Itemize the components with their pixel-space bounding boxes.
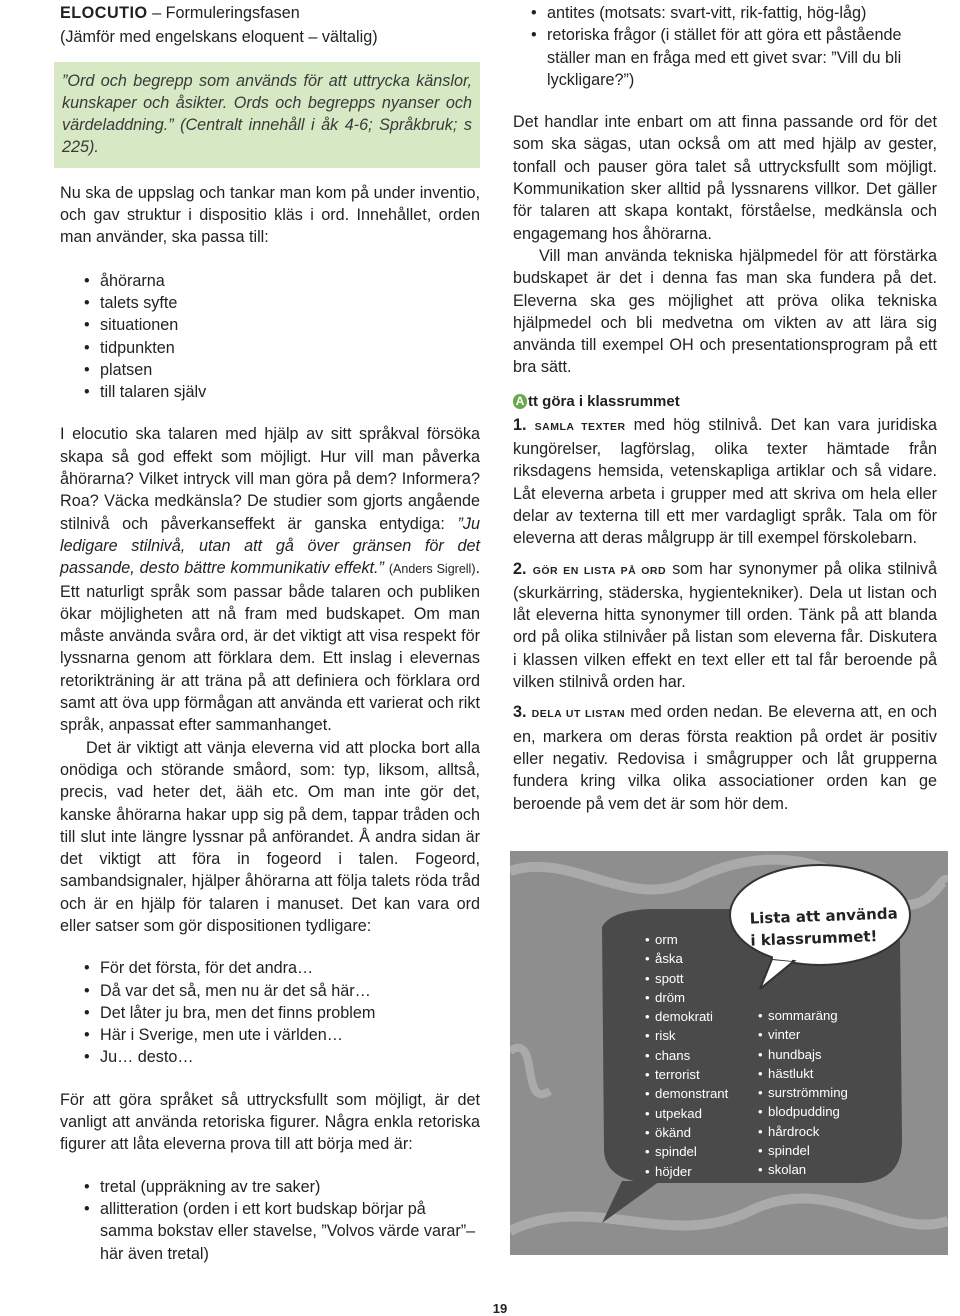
list-item: • Då var det så, men nu är det så här… [82, 980, 480, 1002]
task-item [513, 701, 937, 814]
list-item: • tretal (uppräkning av tre saker) [82, 1176, 480, 1198]
word-item: • skolan [758, 1160, 848, 1179]
list-item: • För det första, för det andra… [82, 957, 480, 979]
para2-text-a: I elocutio ska talaren med hjälp av sitt språkval försöka skapa så god effekt som möjligt. Hur vill man påverka åhörarna? Vilket intryck vill man göra på dem? Informera? Roa? Väcka medkänsla? De studier som gjorts angående stilnivå och påverkanseffekt är ganska entydiga: [60, 425, 480, 533]
list-item: • tidpunkten [82, 337, 480, 359]
task-item [513, 414, 937, 550]
filler-words-paragraph: Det är viktigt att vänja eleverna vid att plocka bort alla onödiga och störande småord, som: typ, liksom, alltså, precis, vad heter det, ääh etc. Om man inte gör det, kanske åhörarna hakar upp sig på dem, tappar tråden och till slut inte längre lyssnar på anförandet. Å andra sidan är det viktigt att föra in fogeord i talen. Fogeord, sambandsignaler, hjälper åhörarna att följa talets röda tråd och är en hjälp för talaren i manuset. Det kan vara ord eller satser som gör dispositionen tydligare: [60, 738, 480, 935]
sigrell-quote: ”Ju ledigare stilnivå, utan att gå över gränsen för det passande, desto bättre kommunikativ effekt.” [60, 514, 480, 578]
task-keyword: GÖR EN LISTA PÅ ORD [532, 564, 667, 577]
curriculum-quote-box [54, 62, 480, 168]
word-item: • spindel [758, 1141, 848, 1160]
list-item: • allitteration (orden i ett kort budskap börjar på samma bokstav eller stavelse, ”Volvos värde varar”– här även tretal) [82, 1198, 480, 1265]
task-list [513, 414, 937, 815]
task-keyword: DELA UT LISTAN [531, 708, 626, 721]
word-item: • dröm [645, 988, 728, 1007]
expression-paragraph: Det handlar inte enbart om att finna passande ord för det som ska sägas, utan också om att med hjälp av gester, tonfall och pauser göra talet så uttrycksfullt som möjligt. Kommunikation sker alltid på lyssnarens villkor. Det gäller för talaren att skapa kontakt, förståelse, medkänsla och engagemang hos åhörarna. [513, 113, 937, 243]
para2-text-b: . Ett naturligt språk som passar både talaren och publiken ökar möjligheten att nå fram med budskapet. Om man måste använda svåra ord, är det viktigt att visa respekt för lyssnarna genom att förklara dem. Ett inslag i elevernas retorikträning är att träna på att definiera och förklara ord samt att öva upp förmågan att använda ett varierat och rikt språk, anpassat efter sammanhanget. [60, 559, 480, 735]
task-item [513, 558, 937, 694]
word-item: • orm [645, 930, 728, 949]
task-text: med hög stilnivå. Det kan vara juridiska kungörelser, lagförslag, olika texter hämtade från riksdagens hemsida, vetenskapliga artiklar och så vidare. Låt eleverna arbeta i grupper med att skriva om hela eller delar av texterna till ett mer vardagligt språk. Tala om för eleverna att deras målgrupp är till exempel förskolebarn. [513, 415, 937, 548]
word-item: • sommaräng [758, 1006, 848, 1025]
word-item: • spott [645, 969, 728, 988]
heading-dash: – [147, 4, 166, 22]
list-item: • situationen [82, 314, 480, 336]
heading-line2: (Jämför med engelskans eloquent – vältalig) [60, 28, 378, 47]
word-item: • demokrati [645, 1007, 728, 1026]
list-item: • Ju… desto… [82, 1046, 480, 1068]
word-item: • hästlukt [758, 1064, 848, 1083]
word-item: • terrorist [645, 1065, 728, 1084]
word-item: • vinter [758, 1025, 848, 1044]
audience-list [60, 270, 480, 404]
section-heading [60, 2, 480, 24]
list-item: • Här i Sverige, men ute i världen… [82, 1024, 480, 1046]
word-item: • utpekad [645, 1104, 728, 1123]
quote-source: (Anders Sigrell) [388, 562, 476, 577]
task-number: 3. [513, 703, 527, 722]
rhetoric-paragraph: För att göra språket så uttrycksfullt som möjligt, är det vanligt att använda retoriska figurer. Några enkla retoriska figurer att låta eleverna prova till att börja med är: [60, 1090, 480, 1154]
heading-rest: Formuleringsfasen [165, 4, 300, 22]
word-item: • chans [645, 1046, 728, 1065]
task-number: 2. [513, 559, 527, 578]
task-text: som har synonymer på olika stilnivå (skurkärring, städerska, hygientekniker). Dela ut listan och låt eleverna hitta synonymer till orden. Tänk på att blanda ord på olika stilnivåer på listan som eleverna får. Diskutera i klassen vilken effekt en text eller ett tal får beroende på vilken stilnivå orden har. [513, 559, 938, 692]
classroom-heading-text: tt göra i klassrummet [528, 392, 680, 410]
list-item: • Det låter ju bra, men det finns problem [82, 1002, 480, 1024]
word-item: • åska [645, 949, 728, 968]
technical-aids-paragraph: Vill man använda tekniska hjälpmedel för att förstärka budskapet är det i denna fas man ska fundera på det. Eleverna ska ges möjlighet att pröva olika tekniska hjälpmedel och bli medvetna om vikten av att lära sig använda till exempel OH och presentationsprogram på ett bra sätt. [513, 246, 937, 377]
list-item: • till talaren själv [82, 381, 480, 403]
page-number: 19 [492, 1301, 508, 1316]
word-column-right [758, 1006, 848, 1180]
curriculum-quote: ”Ord och begrepp som används för att uttrycka känslor, kunskaper och åsikter. Ords och begrepps nyanser och värdeladdning.” (Centralt innehåll i åk 4-6; Språkbruk; s 225). [62, 71, 472, 157]
word-item: • blodpudding [758, 1102, 848, 1121]
word-item: • hårdrock [758, 1122, 848, 1141]
word-item: • spindel [645, 1142, 728, 1161]
left-column [60, 0, 480, 1265]
word-item: • risk [645, 1026, 728, 1045]
bubble-caption-line1: Lista att använda [749, 904, 898, 928]
list-item: • retoriska frågor (i stället för att göra ett påstående ställer man en fråga med ett givet svar: ”Vill du bli lyckligare?”) [529, 24, 937, 91]
list-item: • antites (motsats: svart-vitt, rik-fattig, hög-låg) [529, 2, 937, 24]
intro-paragraph: Nu ska de uppslag och tankar man kom på under inventio, och gav struktur i dispositio kläs i ord. Innehållet, orden man använder, ska passa till: [60, 183, 480, 247]
word-column-left [645, 930, 728, 1181]
bubble-caption-line2: i klassrummet! [750, 927, 878, 950]
figures-list [60, 1176, 480, 1265]
connector-list [60, 957, 480, 1068]
word-item: • demonstrant [645, 1084, 728, 1103]
word-item: • surströmming [758, 1083, 848, 1102]
word-item: • ökänd [645, 1123, 728, 1142]
list-item: • talets syfte [82, 292, 480, 314]
classroom-heading [513, 393, 937, 410]
word-item: • hundbajs [758, 1045, 848, 1064]
a-badge-icon: A [513, 394, 527, 409]
task-number: 1. [513, 415, 527, 434]
list-item: • åhörarna [82, 270, 480, 292]
elocutio-paragraph [60, 423, 480, 736]
figures-list-continued [513, 2, 937, 91]
right-column [513, 0, 937, 815]
list-item: • platsen [82, 359, 480, 381]
bubble-caption [749, 902, 900, 951]
task-text: med orden nedan. Be eleverna att, en och en, markera om deras första reaktion på ordet är positiv eller negativ. Redovisa i smågrupper och låt grupperna fundera kring vilka olika associationer orden kan ge beroende på vem det är som hör dem. [513, 703, 937, 813]
task-keyword: SAMLA TEXTER [534, 420, 626, 433]
heading-keyword: ELOCUTIO [60, 4, 148, 22]
word-item: • höjder [645, 1162, 728, 1181]
